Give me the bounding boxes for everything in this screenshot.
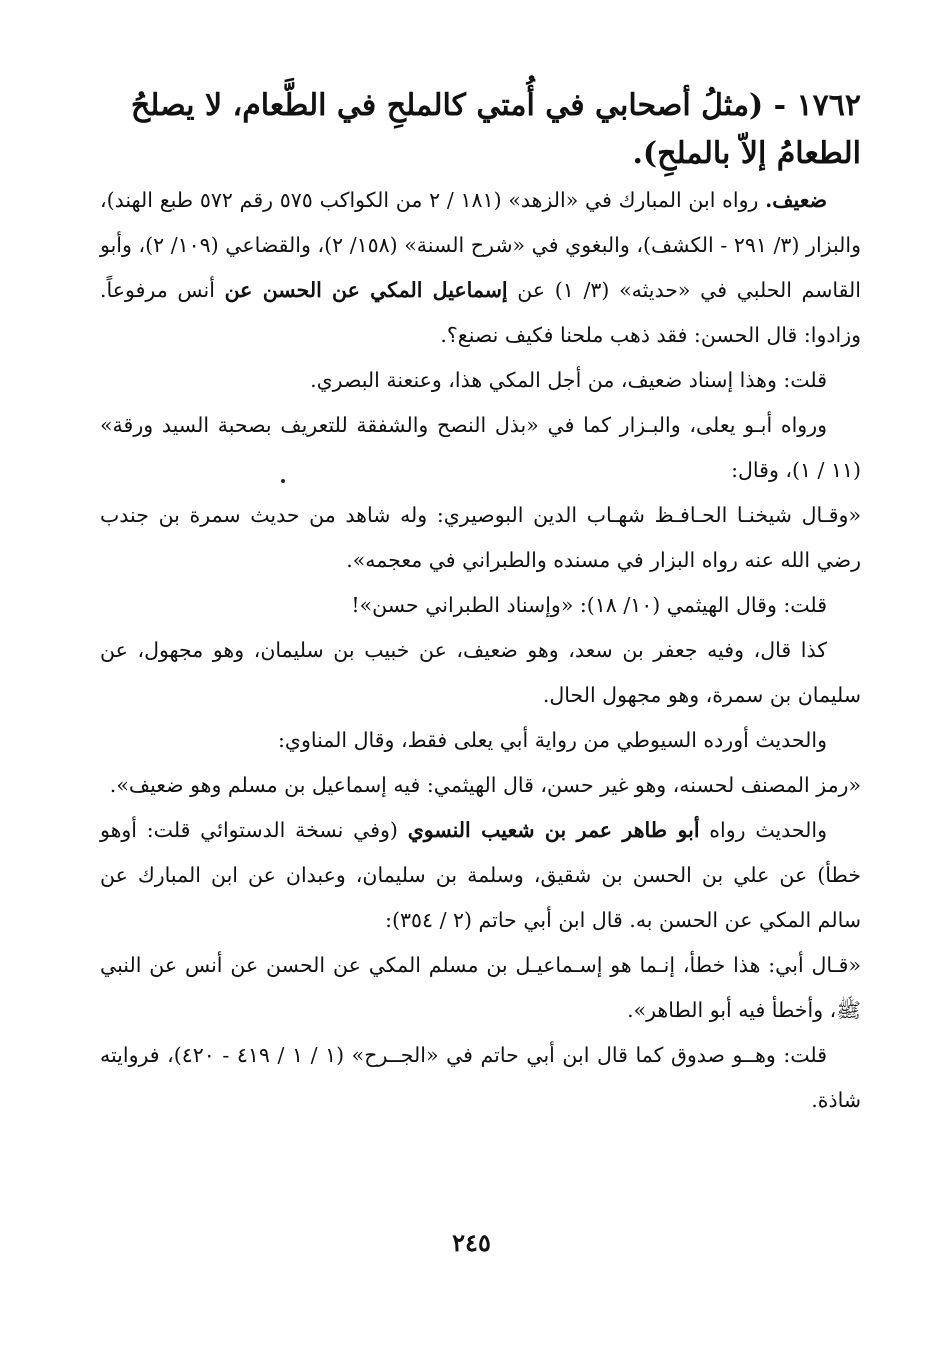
narrator-highlight: أبو طاهر عمر بن شعيب النسوي: [407, 818, 700, 842]
paragraph-text: والحديث رواه: [699, 818, 827, 842]
paragraph-suyuti: والحديث أورده السيوطي من رواية أبي يعلى فقط، وقال المناوي:: [278, 728, 827, 752]
quote-busiri: «وقـال شيخنـا الحـافـظ شهـاب الدين البوصيري: وله شاهد من حديث سمرة بن جندب رضي الله عنه رواه البزار في مسنده والطبراني في معجمه».: [100, 503, 861, 572]
hadith-title: ١٧٦٢ - (مثلُ أصحابي في أُمتي كالملحِ في الطَّعام، لا يصلحُ الطعامُ إلاّ بالملحِ).: [130, 88, 861, 171]
quote-munawi: «رمز المصنف لحسنه، وهو غير حسن، قال الهيثمي: فيه إسماعيل بن مسلم وهو ضعيف».: [109, 773, 861, 797]
paragraph-critique: كذا قال، وفيه جعفر بن سعد، وهو ضعيف، عن خبيب بن سليمان، وهو مجهول، عن سليمان بن سمرة، وهو مجهول الحال.: [100, 638, 861, 707]
paragraph-nasawi: [100, 808, 861, 943]
page-body: [100, 82, 861, 1358]
paragraph-comment: قلت: وهذا إسناد ضعيف، من أجل المكي هذا، وعنعنة البصري.: [310, 368, 827, 392]
paragraph-abu-yala: ورواه أبـو يعلى، والبـزار كما في «بذل النصح والشفقة للتعريف بصحبة السيد ورقة» (١١ / ١)، وقال:: [100, 413, 861, 482]
paragraph-text: رواه ابن المبارك في «الزهد» (١٨١ / ٢ من الكواكب ٥٧٥ رقم ٥٧٢ طبع الهند)، والبزار (٣/ ٢٩١ - الكشف)، والبغوي في «شرح السنة» (١٥٨/ ٢)، والقضاعي (١٠٩/ ٢)، وأبو القاسم الحلبي في «حديثه» (٣/ ١) عن: [100, 188, 861, 302]
chain-highlight: إسماعيل المكي عن الحسن عن: [224, 278, 508, 302]
grading-label: ضعيف.: [765, 188, 827, 212]
paragraph-text: أنس مرفوعاً. وزادوا: قال الحسن: فقد ذهب ملحنا فكيف نصنع؟.: [100, 278, 861, 347]
quote-abu-hatim: «قـال أبي: هذا خطأ، إنـما هو إسـماعيـل بن مسلم المكي عن الحسن عن أنس عن النبي ﷺ، وأخطأ فيه أبو الطاهر».: [100, 953, 861, 1022]
paragraph-grading: [100, 178, 861, 358]
print-speck: [281, 479, 285, 483]
paragraph-text: (وفي نسخة الدستوائي قلت: أوهو خطأ) عن علي بن الحسن بن شقيق، وسلمة بن سليمان، وعبدان عن ابن المبارك عن سالم المكي عن الحسن به. قال ابن أبي حاتم (٢ / ٣٥٤):: [100, 818, 861, 932]
page-number: ٢٤٥: [452, 1228, 491, 1257]
paragraph-conclusion: قلت: وهــو صدوق كما قال ابن أبي حاتم في «الجــرح» (١ / ١ / ٤١٩ - ٤٢٠)، فروايته شاذة.: [100, 1043, 861, 1112]
paragraph-haythami: قلت: وقال الهيثمي (١٠/ ١٨): «وإسناد الطبراني حسن»!: [351, 593, 827, 617]
